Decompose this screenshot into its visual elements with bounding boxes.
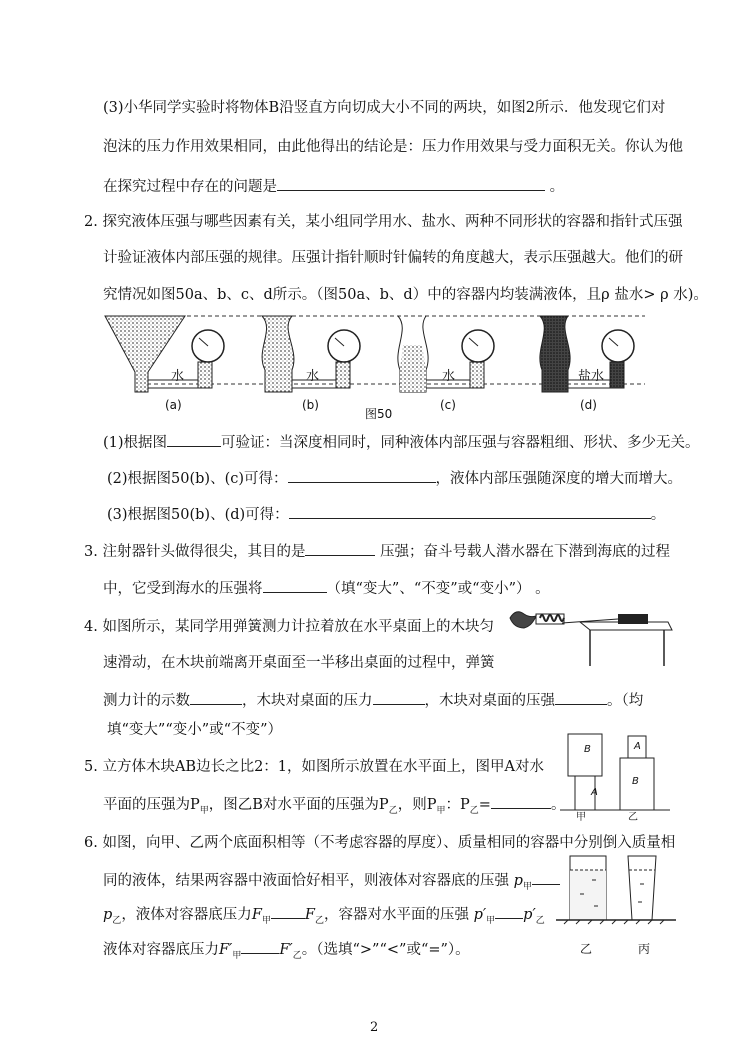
fig-sub-bing-container: 丙 [638, 942, 651, 956]
answer-blank[interactable] [190, 689, 242, 705]
fig50-sub-a: (a) [165, 398, 182, 412]
q6-line2: 同的液体，结果两容器中液面恰好相平，则液体对容器底的压强 $p_甲$ [103, 869, 560, 897]
q2-line1: 2. 探究液体压强与哪些因素有关，某小组同学用水、盐水、两种不同形状的容器和指针式压强 [84, 214, 683, 230]
q1-3-line3: 在探究过程中存在的问题是 。 [103, 175, 564, 197]
answer-blank[interactable] [263, 577, 327, 593]
q6-line1: 6. 如图，向甲、乙两个底面积相等（不考虑容器的厚度）、质量相同的容器中分别倒入质量相 [84, 835, 676, 851]
block-label-b-yi: B [632, 776, 639, 787]
answer-blank[interactable] [491, 793, 551, 809]
fig-sub-yi: 乙 [628, 812, 638, 823]
answer-blank[interactable] [373, 689, 425, 705]
fig50-sub-d: (d) [580, 398, 597, 412]
q2-sub3: (3)根据图50(b)、(d)可得： 。 [107, 503, 665, 525]
answer-blank[interactable] [167, 431, 221, 447]
block-label-a-jia: A [591, 787, 598, 798]
fig-sub-jia: 甲 [576, 812, 586, 823]
fig50-sub-b: (b) [302, 398, 319, 412]
q6-line4: 液体对容器底压力$F'_甲$ $F'_乙$。（选填“>”“<”或“=”）。 [103, 938, 470, 966]
container-a [105, 316, 224, 392]
q2-sub2: (2)根据图50(b)、(c)可得： ，液体内部压强随深度的增大而增大。 [107, 467, 682, 489]
answer-blank[interactable] [305, 540, 375, 556]
answer-blank[interactable] [241, 938, 279, 954]
q2-sub1: (1)根据图 可验证：当深度相同时，同种液体内部压强与容器粗细、形状、多少无关。 [103, 431, 700, 453]
q2-line2: 计验证液体内部压强的规律。压强计指针顺时针偏转的角度越大，表示压强越大。他们的研 [103, 250, 683, 266]
fig50-label-c: 水 [442, 369, 456, 384]
q4-line1: 4. 如图所示，某同学用弹簧测力计拉着放在水平桌面上的木块匀 [84, 619, 494, 635]
q5-line2: 平面的压强为$P_甲$，图乙B对水平面的压强为$P_乙$，则$P_甲$：$P_乙=$ 。 [103, 793, 565, 821]
block-label-a-yi: A [634, 741, 641, 752]
figure-spring-scale [500, 606, 675, 668]
q6-line3: $p_乙$，液体对容器底压力$F_甲$ $F_乙$，容器对水平面的压强 $p'_甲$ $p'_乙$ [103, 903, 545, 931]
q5-line1: 5. 立方体木块AB边长之比2：1，如图所示放置在水平面上，图甲A对水 [84, 759, 544, 775]
answer-blank[interactable] [555, 689, 607, 705]
fig-sub-yi-container: 乙 [580, 942, 593, 956]
figure-containers [556, 848, 681, 928]
fig50-label-d: 盐水 [578, 369, 605, 384]
answer-blank[interactable] [277, 175, 545, 191]
answer-blank[interactable] [495, 903, 523, 919]
q4-line3: 测力计的示数 ，木块对桌面的压力 ，木块对桌面的压强 。（均 [103, 689, 643, 711]
page-number: 2 [370, 1020, 379, 1035]
fig50-sub-c: (c) [440, 398, 456, 412]
block-label-b-jia: B [584, 744, 591, 755]
fig50-caption: 图50 [365, 407, 393, 421]
q3-line2: 中，它受到海水的压强将 （填“变大”、“不变”或“变小”） 。 [103, 577, 550, 599]
q1-3-line2: 泡沫的压力作用效果相同，由此他得出的结论是：压力作用效果与受力面积无关。你认为他 [103, 139, 683, 155]
q1-3-line1: (3)小华同学实验时将物体B沿竖直方向切成大小不同的两块，如图2所示．他发现它们对 [103, 100, 666, 116]
answer-blank[interactable] [288, 467, 436, 483]
q4-line4: 填“变大”“变小”或“不变”） [107, 722, 282, 738]
answer-blank[interactable] [271, 903, 305, 919]
fig50-label-b: 水 [306, 369, 320, 384]
fig50-label-a: 水 [171, 369, 185, 384]
q3-line1: 3. 注射器针头做得很尖，其目的是 压强；奋斗号载人潜水器在下潜到海底的过程 [84, 540, 670, 562]
answer-blank[interactable] [289, 503, 651, 519]
q2-line3: 究情况如图50a、b、c、d所示。（图50a、b、d）中的容器内均装满液体，且ρ 盐水> ρ 水)。 [103, 287, 708, 303]
q4-line2: 速滑动，在木块前端离开桌面至一半移出桌面的过程中，弹簧 [103, 655, 495, 671]
